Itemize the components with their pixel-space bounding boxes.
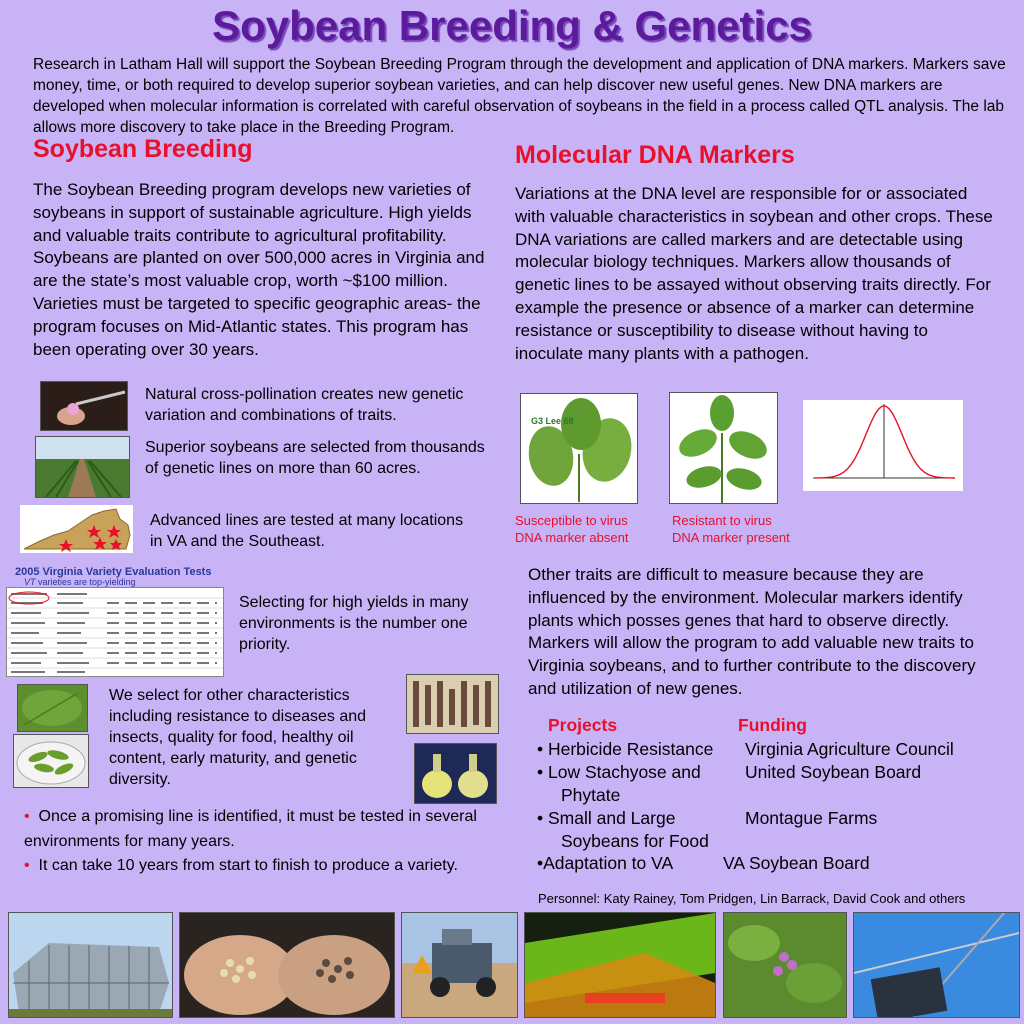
- bullet-1-text: Once a promising line is identified, it must be tested in several environments for many years.: [24, 808, 477, 850]
- distribution-curve: [803, 400, 963, 491]
- yield-caption: Selecting for high yields in many environments is the number one priority.: [239, 594, 469, 653]
- vt-label: VT: [24, 577, 36, 587]
- soybean-flowers-photo: [723, 912, 847, 1018]
- funding-1: Virginia Agriculture Council: [745, 739, 954, 759]
- traits-caption: We select for other characteristics including resistance to diseases and insects, quality for food, healthy oil content, early maturity, and genetic diversity.: [109, 687, 367, 788]
- bullet-1: [24, 804, 509, 854]
- field-equipment-photo: [401, 912, 518, 1018]
- project-3: • Small and Large: [537, 808, 676, 828]
- seed-samples-photo: [406, 674, 499, 734]
- variety-table-title: 2005 Virginia Variety Evaluation Tests: [15, 566, 212, 578]
- project-3-cont: Soybeans for Food: [561, 831, 709, 851]
- plants-under-light-photo: [524, 912, 716, 1018]
- virginia-map: [20, 505, 133, 553]
- markers-body-2: Other traits are difficult to measure because they are influenced by the environment. Molecular markers identify plants which posses genes that hard to observe directly. Markers will allow the program to add valuable new traits to Virginia soybeans, and to further contribute to the discovery and utilization of new genes.: [528, 565, 976, 698]
- projects-header: Projects: [548, 715, 618, 735]
- bullet-2-text: It can take 10 years from start to finish to produce a variety.: [38, 857, 458, 874]
- map-caption: Advanced lines are tested at many locations in VA and the Southeast.: [150, 512, 464, 550]
- leaf-photo: [17, 684, 88, 732]
- bullet-marker: •: [24, 808, 30, 825]
- breeding-heading: Soybean Breeding: [33, 135, 253, 163]
- project-4: •Adaptation to VA: [537, 853, 674, 873]
- funding-header: Funding: [738, 715, 808, 735]
- funding-3: Montague Farms: [745, 808, 878, 828]
- breeding-body: The Soybean Breeding program develops new varieties of soybeans in support of sustainable agriculture. High yields and valuable traits contribute to agricultural profitability. Soybeans are planted on over 500,000 acres in Virginia and are the state’s most valuable crop, worth ~$100 million. Varieties must be targeted to specific geographic areas- the program focuses on Mid-Atlantic states. This program has been operating over 30 years.: [33, 180, 485, 359]
- seeds-in-hands-photo: [179, 912, 395, 1018]
- project-1: • Herbicide Resistance: [537, 739, 714, 759]
- variety-table-subtitle: [24, 577, 136, 587]
- page-title: Soybean Breeding & Genetics: [212, 2, 812, 49]
- bullet-2: [24, 853, 509, 878]
- susceptible-leaf-photo: [520, 393, 638, 504]
- project-2-cont: Phytate: [561, 785, 621, 805]
- subtitle-rest: varieties are top-yielding: [35, 577, 136, 587]
- oil-bottles-photo: [414, 743, 497, 804]
- pollination-photo: [40, 381, 128, 431]
- bullet-marker: •: [24, 857, 30, 874]
- resistant-caption-2: DNA marker present: [672, 530, 790, 545]
- greenhouse-photo: [8, 912, 173, 1018]
- field-caption: Superior soybeans are selected from thousands of genetic lines on more than 60 acres.: [145, 439, 485, 477]
- resistant-caption-1: Resistant to virus: [672, 513, 772, 528]
- edamame-photo: [13, 734, 89, 788]
- variety-table: [6, 587, 224, 677]
- markers-body: Variations at the DNA level are responsible for or associated with valuable characteristics in soybean and other crops. These DNA variations are called markers and are detectable using molecular biology techniques. Markers allow thousands of genetic lines to be assayed without observing traits directly. For example the presence or absence of a marker can determine resistance or susceptibility to disease without having to inoculate many plants with a pathogen.: [515, 184, 993, 363]
- susceptible-caption-1: Susceptible to virus: [515, 513, 628, 528]
- funding-2: United Soybean Board: [745, 762, 922, 782]
- personnel: Personnel: Katy Rainey, Tom Pridgen, Lin Barrack, David Cook and others: [538, 891, 966, 906]
- project-2: • Low Stachyose and: [537, 762, 701, 782]
- funding-4: VA Soybean Board: [723, 853, 870, 873]
- intro-paragraph: Research in Latham Hall will support the Soybean Breeding Program through the development and application of DNA markers. Markers save money, time, or both required to develop superior soybean varieties, and can help discover new useful genes. New DNA markers are developed when molecular information is correlated with careful observation of soybeans in the field in a process called QTL analysis. The lab allows more discovery to take place in the Breeding Program.: [33, 56, 1006, 136]
- susceptible-caption-2: DNA marker absent: [515, 530, 629, 545]
- field-photo: [35, 436, 130, 498]
- leaf-sample-label: G3 Lee 68: [531, 416, 574, 426]
- markers-heading: Molecular DNA Markers: [515, 141, 795, 169]
- resistant-plant-photo: [669, 392, 778, 504]
- pollination-caption: Natural cross-pollination creates new genetic variation and combinations of traits.: [145, 386, 464, 424]
- grain-silo-photo: [853, 912, 1020, 1018]
